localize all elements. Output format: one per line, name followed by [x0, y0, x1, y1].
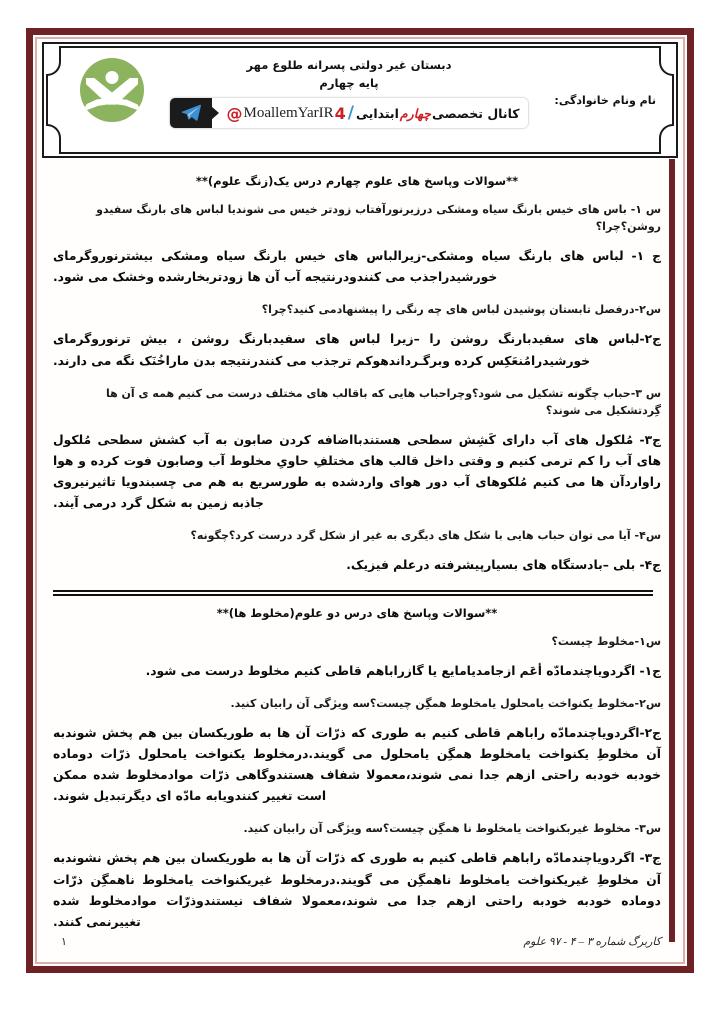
answer-item: ج۳- مُلکول های آب دارای کَشِش سطحی هستندبااضافه کردن صابون به آب کشش سطحی مُلکول های آب را کم ترمی کنیم و وقتی داخل قالب های مختلفِ حاویِ مخلوط آب وصابون فوت کرده و هوا راواردآن ها می کنیم مُلکوهای آب دور هوای واردشده به طورسریع به هم می چسبندویا تاثیرنیروی جاذبه زمین به شکل گرد درمی آیند.: [53, 432, 661, 511]
worksheet-body: [37, 154, 683, 933]
school-name: دبستان غیر دولتی پسرانه طلوع مهر: [246, 58, 452, 72]
section-title: **سوالات وپاسخ های علوم چهارم درس یک(زنگ علوم)**: [195, 174, 519, 188]
page-footer: [37, 935, 683, 948]
telegram-paper-plane-icon: [170, 98, 212, 128]
section-lesson-two: [53, 606, 661, 933]
answer-item: ج ۱- لباس های بارنگ سیاه ومشکی-زیرالباس های خیس بارنگ سیاه ومشکی بیشترنوروگرمای خورشیدراجذب می کنندودرنتیجه آب آن ها زودتربخارشده وخشک می شود.: [53, 249, 661, 285]
answer-item: ج۳- اگردویاچندمادّه راباهم قاطی کنیم به طوری که ذرّات آن ها به طوریکسان بین هم پخش نشوندبه آن مخلوطِ غیریکنواخت یامخلوط ناهمگِن می گویند.درمخلوط غیریکنواخت یامخلوط ناهمگِن ذرّات دوماده خودبه خودبه راحتی ازهم جدا می شوند،معمولا شفاف نیستندوذرّات موادمخلوط شده تغییرنمی کنند.: [53, 851, 661, 929]
student-name-field[interactable]: [538, 52, 656, 148]
page-inner-border: [35, 37, 685, 964]
question-item: س ۳-حباب چگونه تشکیل می شود؟وچراحباب هایی که باقالب های مختلف درست می کنیم همه ی آن ها گِردتشکیل می شوند؟: [105, 386, 661, 417]
grade-level: پایه چهارم: [319, 76, 379, 90]
question-item: س۳- مخلوط غیربکنواخت یامخلوط نا همگِن چیست؟سه ویژگی آن رابیان کنید.: [243, 822, 661, 836]
page-number: ۱: [61, 936, 67, 948]
telegram-channel-badge[interactable]: [170, 98, 527, 128]
telegram-fa-middle: چهارم: [399, 105, 431, 121]
answer-item: ج۲-لباس های سفیدبارنگ روشن را –زیرا لباس های سفیدبارنگ روشن ، بیش ترنوروگرمای خورشیدرامُنعَکِس کرده وبرگـرداندهوکم ترجذب می کنندرنتیجه بدن ماراخُنَک نگه می دارند.: [53, 332, 661, 368]
section-lesson-one: [53, 174, 661, 577]
answer-item: ج۲-اگردویاچندمادّه راباهم قاطی کنیم به طوری که ذرّات آن ها به طوریکسان بین هم پخش شوندبه آن مخلوطِ یکنواخت یامخلوط همگِن یامحلول می گویند.درمخلوط یکنواخت یامحلول ذرّات دوماده خودبه خودبه راحتی ازهم جدا نمی شوند،معمولا شفاف هستندوگاهی ذرّات موادمخلوط شده ممکن است تغییر کنندویابه مادّه ای دیگرتبدیل شوند.: [53, 725, 661, 804]
telegram-separator-slash: /: [347, 103, 354, 123]
question-item: س ۱- باس های خیس بارنگ سیاه ومشکی درزیرنورآفتاب زودتر خیس می شوندیا لباس های بارنگ سفیدو روشن؟چرا؟: [96, 203, 661, 234]
section-divider: [53, 590, 653, 596]
student-logo-icon: [80, 58, 144, 122]
header-center-block: [160, 52, 538, 148]
school-logo-cell: [64, 52, 160, 148]
telegram-at-symbol: @: [226, 103, 243, 123]
student-name-label: نام ونام خانوادگی:: [554, 93, 656, 107]
worksheet-label: کاربرگ شماره ۳ – ۴ - ۹۷ علوم: [523, 936, 661, 948]
telegram-handle-number: 4: [334, 103, 346, 123]
logo-base-shape: [85, 98, 139, 115]
question-item: س۱-مخلوط چیست؟: [551, 634, 661, 648]
answer-item: ج۴- بلی –بادستگاه های بسیارپیشرفته درعلم فیزیک.: [346, 558, 661, 573]
worksheet-page: [26, 28, 694, 973]
section-title: **سوالات وپاسخ های درس دو علوم(مخلوط ها)**: [216, 605, 498, 620]
telegram-fa-suffix: ابتدایی: [355, 105, 399, 121]
question-item: س۲-درفصل تابستان پوشیدن لباس های چه رنگی را پیشنهادمی کنید؟چرا؟: [261, 303, 661, 317]
telegram-fa-prefix: کانال تخصصی: [432, 105, 520, 121]
answer-item: ج۱- اگردویاچندمادّه أعَم ازجامدیامایع یا گازراباهم قاطی کنیم مخلوط درست می شود.: [145, 663, 661, 678]
question-item: س۴- آیا می توان حباب هایی با شکل های دیگری به غیر از شکل گرد درست کرد؟چگونه؟: [190, 529, 661, 543]
document-header: [46, 46, 674, 154]
question-item: س۲-مخلوط یکنواخت یامحلول یامخلوط همگِن چیست؟سه ویژگی آن رابیان کنید.: [230, 696, 661, 710]
logo-head-shape: [106, 71, 119, 84]
telegram-handle: MoallemYarIR: [243, 104, 334, 121]
